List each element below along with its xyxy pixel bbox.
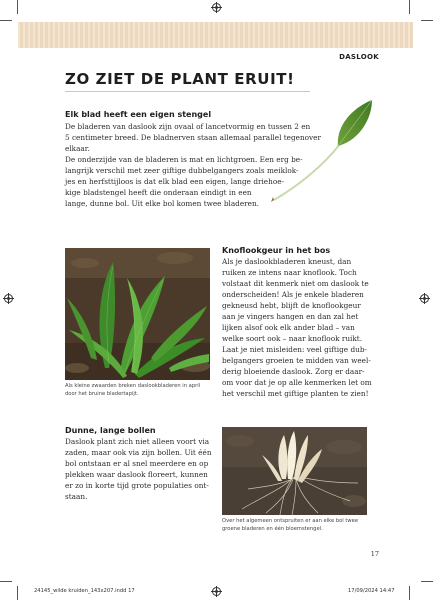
body-line: staan.	[65, 492, 88, 501]
body-line: onderscheiden! Als je enkele bladeren	[222, 290, 364, 299]
photo-caption	[65, 383, 215, 398]
header-band	[18, 22, 413, 48]
body-line: elkaar.	[65, 144, 90, 153]
title-divider	[65, 91, 310, 92]
page-number: 17	[370, 550, 379, 558]
photo-caption	[222, 518, 382, 533]
caption-line: groene bladeren en één bloemstengel.	[222, 525, 323, 532]
photo-daslook-bulbs	[222, 427, 367, 515]
section-garlic-smell	[222, 246, 382, 399]
body-line: er zo in korte tijd grote populaties ont-	[65, 481, 209, 490]
body-line: volstaat dit kenmerk niet om daslook te	[222, 279, 369, 288]
body-line: bol ontstaan er al snel meerdere en op	[65, 459, 209, 468]
caption-line: Over het algemeen ontspruiten er aan elke bol twee	[222, 518, 359, 524]
crop-mark	[17, 586, 18, 600]
registration-mark-icon	[4, 294, 13, 303]
print-date: 17/09/2024 14:47	[348, 588, 395, 594]
body-line: gekneusd hebt, blijft de knoflookgeur	[222, 301, 361, 310]
body-line: Daslook plant zich niet alleen voort via	[65, 437, 210, 446]
section-heading: Elk blad heeft een eigen stengel	[65, 110, 212, 119]
body-line: belgangers groeien te midden van weel-	[222, 356, 371, 365]
crop-mark	[17, 0, 18, 14]
section-bulbs	[65, 426, 215, 502]
body-line: langrijk verschil met zeer giftige dubbelgangers zoals meiklok-	[65, 166, 299, 175]
body-line: ruiken ze intens naar knoflook. Toch	[222, 268, 357, 277]
body-line: het verschil met giftige planten te zien!	[222, 389, 369, 398]
section-label: DASLOOK	[339, 53, 379, 61]
crop-mark	[0, 20, 12, 21]
crop-mark	[421, 581, 433, 582]
crop-mark	[421, 20, 433, 21]
body-line: De bladeren van daslook zijn ovaal of lancetvormig en tussen 2 en	[65, 122, 311, 131]
body-line: De onderzijde van de bladeren is mat en lichtgroen. Een erg be-	[65, 155, 303, 164]
body-line: derig bloeiende daslook. Zorg er daar-	[222, 367, 365, 376]
registration-mark-icon	[420, 294, 429, 303]
body-line: 5 centimeter breed. De bladnerven staan allemaal parallel tegenover	[65, 133, 321, 142]
body-line: kige bladstengel heeft die onderaan eindigt in een	[65, 188, 252, 197]
crop-mark	[0, 581, 12, 582]
body-line: om voor dat je op alle kenmerken let om	[222, 378, 372, 387]
body-line: plekken waar daslook floreert, kunnen	[65, 470, 208, 479]
body-line: Als je daslookbladeren kneust, dan	[222, 257, 352, 266]
crop-mark	[409, 0, 410, 14]
registration-mark-icon	[212, 587, 221, 596]
body-line: lijken alsof ook elk ander blad – van	[222, 323, 355, 332]
crop-mark	[409, 586, 410, 600]
section-heading: Dunne, lange bollen	[65, 426, 156, 435]
body-line: Laat je niet misleiden: veel giftige dub-	[222, 345, 367, 354]
body-line: welke soort ook – naar knoflook ruikt.	[222, 334, 363, 343]
caption-line: Als kleine zwaarden breken daslookbladeren in april	[65, 383, 201, 389]
file-slug: 24145_wilde kruiden_143x207.indd 17	[34, 588, 135, 594]
photo-daslook-forest	[65, 248, 210, 380]
body-line: aan je vingers hangen en dan zal het	[222, 312, 359, 321]
page-title: ZO ZIET DE PLANT ERUIT!	[65, 70, 295, 88]
body-line: zaden, maar ook via zijn bollen. Uit één	[65, 448, 212, 457]
body-line: lange, dunne bol. Uit elke bol komen twee bladeren.	[65, 199, 259, 208]
section-leaf-stem	[65, 110, 365, 209]
section-heading: Knoflookgeur in het bos	[222, 246, 331, 255]
body-line: jes en herfsttijloos is dat elk blad een eigen, lange driehoe-	[65, 177, 285, 186]
caption-line: door het bruine bladertapijt.	[65, 390, 139, 397]
registration-mark-icon	[212, 3, 221, 12]
